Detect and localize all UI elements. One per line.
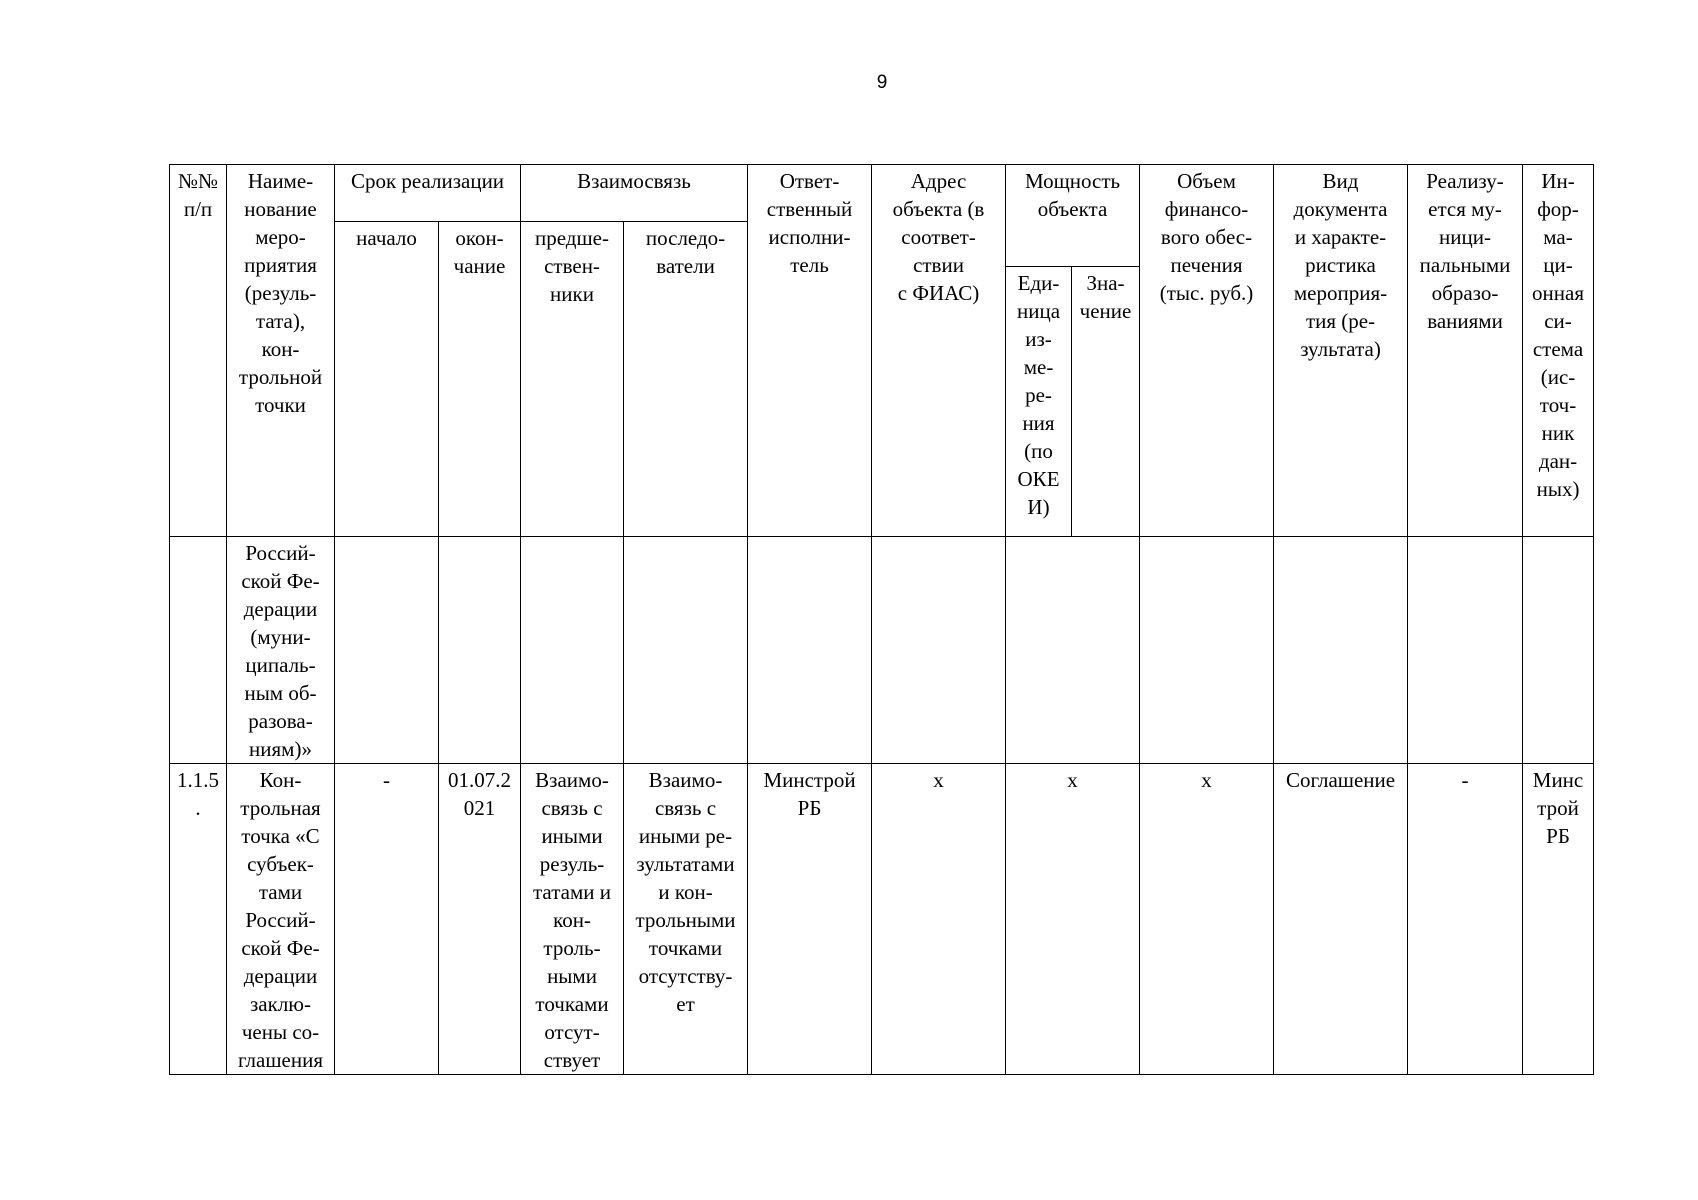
table-row [170,764,1594,1075]
header-capacity-unit: Еди- ница из- ме- ре- ния (по ОКЕ И) [1006,267,1072,537]
header-row-1 [170,165,1594,222]
cell-capacity [1006,537,1140,764]
cell-start [335,537,439,764]
header-num: №№ п/п [170,165,227,537]
cell-volume [1140,537,1274,764]
cell-start: - [335,764,439,1075]
header-address: Адрес объекта (в соответ- ствии с ФИАС) [872,165,1006,537]
cell-responsible [748,537,872,764]
cell-succ [624,537,748,764]
cell-num [170,537,227,764]
header-volume: Объем финансо- вого обес- печения (тыс. руб.) [1140,165,1274,537]
cell-succ: Взаимо- связь с иными ре- зультатами и кон- трольными точками отсутству- ет [624,764,748,1075]
cell-address [872,537,1006,764]
table-row [170,537,1594,764]
cell-name: Кон- трольная точка «С субъек- тами Россий- ской Фе- дерации заклю- чены со- глашения [227,764,335,1075]
cell-num: 1.1.5 . [170,764,227,1075]
header-name: Наиме- нование меро- приятия (резуль- тата), кон- трольной точки [227,165,335,537]
cell-info-system [1523,537,1594,764]
cell-responsible: Минстрой РБ [748,764,872,1075]
header-info-system: Ин- фор- ма- ци- онная си- стема (ис- точ- ник дан- ных) [1523,165,1594,537]
cell-doc-type: Соглашение [1274,764,1408,1075]
header-relation: Взаимосвязь [521,165,748,222]
cell-doc-type [1274,537,1408,764]
cell-volume: х [1140,764,1274,1075]
cell-address: х [872,764,1006,1075]
header-responsible: Ответ- ственный исполни- тель [748,165,872,537]
cell-name: Россий- ской Фе- дерации (муни- ципаль- ным об- разова- ниям)» [227,537,335,764]
cell-end: 01.07.2 021 [439,764,521,1075]
cell-pred: Взаимо- связь с иными резуль- татами и кон- троль- ными точками отсут- ствует [521,764,624,1075]
header-doc-type: Вид документа и характе- ристика мероприя- тия (ре- зультата) [1274,165,1408,537]
activity-table [169,164,1594,1075]
page-number: 9 [876,72,888,93]
cell-pred [521,537,624,764]
cell-capacity: х [1006,764,1140,1075]
header-term-end: окон- чание [439,222,521,537]
header-capacity-value: Зна- чение [1072,267,1140,537]
header-term: Срок реализации [335,165,521,222]
cell-municipal: - [1408,764,1523,1075]
header-term-start: начало [335,222,439,537]
cell-info-system: Минс трой РБ [1523,764,1594,1075]
cell-municipal [1408,537,1523,764]
header-municipal: Реализу- ется му- ници- пальными образо- ваниями [1408,165,1523,537]
header-relation-succ: последо- ватели [624,222,748,537]
header-relation-pred: предше- ствен- ники [521,222,624,537]
cell-end [439,537,521,764]
header-capacity: Мощность объекта [1006,165,1140,267]
